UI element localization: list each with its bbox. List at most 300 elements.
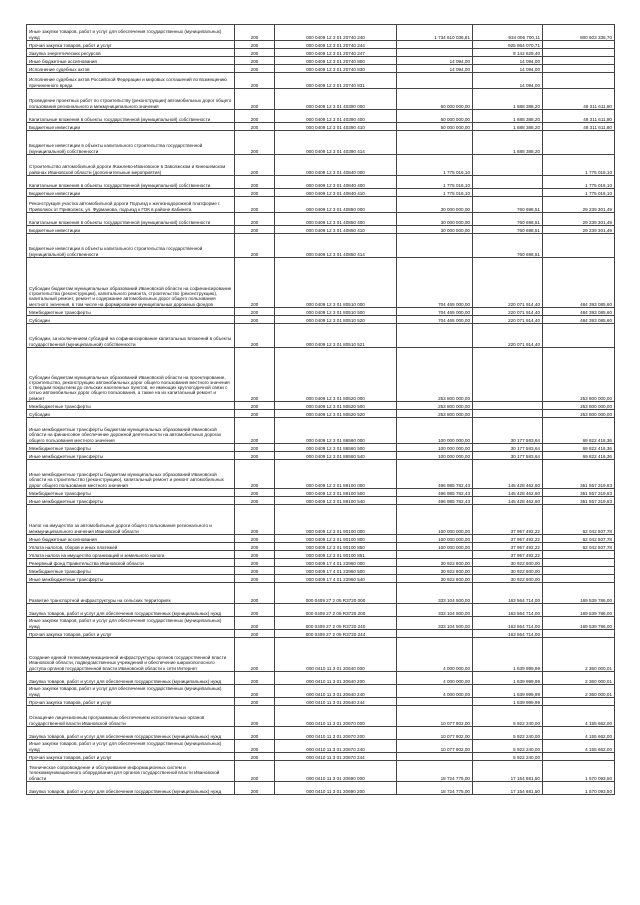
row-executed-amount-cell: 220 071 914,40 bbox=[473, 324, 543, 348]
row-classification-code-cell: 000 0409 12 3 01 40850 400 bbox=[275, 213, 397, 226]
row-classification-code-cell: 000 0410 11 3 01 20670 244 bbox=[275, 753, 397, 761]
row-name-cell: Капитальные вложения в объекты государственной (муниципальной) собственности bbox=[27, 176, 235, 189]
row-classification-code-cell: 000 0409 12 3 01 80510 000 bbox=[275, 258, 397, 308]
row-classification-code-cell: 000 0409 12 3 01 40390 414 bbox=[275, 131, 397, 155]
table-row bbox=[27, 505, 615, 535]
row-code-cell: 200 bbox=[235, 444, 275, 452]
row-code-cell: 200 bbox=[235, 176, 275, 189]
row-classification-code-cell: 000 0409 12 3 01 90100 800 bbox=[275, 535, 397, 543]
table-row bbox=[27, 110, 615, 123]
row-unexecuted-amount-cell: 29 239 301,49 bbox=[543, 213, 615, 226]
row-unexecuted-amount-cell: 484 393 085,60 bbox=[543, 316, 615, 324]
row-executed-amount-cell: 30 177 583,64 bbox=[473, 452, 543, 460]
table-row bbox=[27, 460, 615, 489]
table-row bbox=[27, 402, 615, 410]
row-unexecuted-amount-cell: 48 311 611,80 bbox=[543, 89, 615, 110]
row-code-cell: 200 bbox=[235, 25, 275, 41]
row-executed-amount-cell: 30 177 583,64 bbox=[473, 444, 543, 452]
row-unexecuted-amount-cell bbox=[543, 324, 615, 348]
row-code-cell: 200 bbox=[235, 410, 275, 418]
row-name-cell: Закупка товаров, работ и услуг для обеспечения государственных (муниципальных) нужд bbox=[27, 604, 235, 617]
row-classification-code-cell: 000 0409 12 3 01 86560 540 bbox=[275, 452, 397, 460]
row-unexecuted-amount-cell: 169 539 786,00 bbox=[543, 583, 615, 604]
row-classification-code-cell: 000 0409 12 3 01 20740 831 bbox=[275, 73, 397, 89]
row-approved-amount-cell: 30 922 600,00 bbox=[397, 559, 473, 567]
row-classification-code-cell: 000 0409 12 3 01 86560 000 bbox=[275, 418, 397, 444]
table-row bbox=[27, 452, 615, 460]
row-code-cell: 200 bbox=[235, 197, 275, 213]
row-code-cell: 200 bbox=[235, 316, 275, 324]
row-unexecuted-amount-cell bbox=[543, 65, 615, 73]
row-code-cell: 200 bbox=[235, 604, 275, 617]
row-executed-amount-cell: 5 922 240,00 bbox=[473, 740, 543, 753]
row-unexecuted-amount-cell: 351 557 319,83 bbox=[543, 489, 615, 497]
row-classification-code-cell: 000 0409 12 3 01 90100 000 bbox=[275, 505, 397, 535]
row-unexecuted-amount-cell bbox=[543, 551, 615, 559]
row-code-cell: 200 bbox=[235, 308, 275, 316]
row-executed-amount-cell: 760 698,51 bbox=[473, 234, 543, 258]
row-unexecuted-amount-cell: 1 570 093,50 bbox=[543, 782, 615, 795]
row-name-cell: Межбюджетные трансферты bbox=[27, 444, 235, 452]
row-name-cell: Резервный фонд Правительства Ивановской области bbox=[27, 559, 235, 567]
row-classification-code-cell: 000 0409 12 3 01 40840 000 bbox=[275, 155, 397, 176]
row-executed-amount-cell: 30 177 583,64 bbox=[473, 418, 543, 444]
row-executed-amount-cell: 1 688 388,20 bbox=[473, 131, 543, 155]
row-code-cell: 200 bbox=[235, 155, 275, 176]
table-row bbox=[27, 698, 615, 706]
row-approved-amount-cell bbox=[397, 73, 473, 89]
row-classification-code-cell: 000 0409 12 3 01 80520 000 bbox=[275, 348, 397, 402]
row-executed-amount-cell: 1 639 999,99 bbox=[473, 685, 543, 698]
row-approved-amount-cell: 704 465 000,00 bbox=[397, 308, 473, 316]
row-executed-amount-cell: 1 639 999,99 bbox=[473, 698, 543, 706]
table-row bbox=[27, 57, 615, 65]
row-approved-amount-cell bbox=[397, 551, 473, 559]
row-unexecuted-amount-cell: 800 603 336,70 bbox=[543, 25, 615, 41]
row-classification-code-cell: 000 0410 11 3 01 20690 000 bbox=[275, 761, 397, 782]
table-row bbox=[27, 706, 615, 727]
row-approved-amount-cell: 30 000 000,00 bbox=[397, 197, 473, 213]
row-code-cell: 200 bbox=[235, 49, 275, 57]
table-row bbox=[27, 782, 615, 795]
row-unexecuted-amount-cell: 69 822 416,36 bbox=[543, 452, 615, 460]
row-code-cell: 200 bbox=[235, 761, 275, 782]
row-classification-code-cell: 000 0409 12 3 01 86560 500 bbox=[275, 444, 397, 452]
row-unexecuted-amount-cell: 169 539 786,00 bbox=[543, 617, 615, 630]
row-name-cell: Прочая закупка товаров, работ и услуг bbox=[27, 41, 235, 49]
row-name-cell: Закупка энергетических ресурсов bbox=[27, 49, 235, 57]
row-executed-amount-cell: 30 922 600,00 bbox=[473, 559, 543, 567]
row-executed-amount-cell: 37 957 492,22 bbox=[473, 535, 543, 543]
row-classification-code-cell: 000 0410 11 3 01 20690 200 bbox=[275, 782, 397, 795]
row-name-cell: Капитальные вложения в объекты государственной (муниципальной) собственности bbox=[27, 213, 235, 226]
row-code-cell: 200 bbox=[235, 131, 275, 155]
row-unexecuted-amount-cell: 29 239 301,49 bbox=[543, 226, 615, 234]
row-classification-code-cell: 000 0409 12 3 01 80510 521 bbox=[275, 324, 397, 348]
row-name-cell: Техническое сопровождение и обслуживание информационных систем и телекоммуникационного оборудования для органов государственной власти Ивановской области bbox=[27, 761, 235, 782]
table-row bbox=[27, 348, 615, 402]
row-approved-amount-cell: 253 800 000,00 bbox=[397, 402, 473, 410]
row-approved-amount-cell: 18 724 775,00 bbox=[397, 782, 473, 795]
row-executed-amount-cell: 30 922 600,00 bbox=[473, 567, 543, 575]
budget-table-page bbox=[26, 24, 614, 795]
table-row bbox=[27, 73, 615, 89]
row-code-cell: 200 bbox=[235, 575, 275, 583]
row-name-cell: Субсидии, за исключением субсидий на софинансирование капитальных вложений в объекты государственной (муниципальной) собственности bbox=[27, 324, 235, 348]
row-executed-amount-cell: 145 428 462,60 bbox=[473, 460, 543, 489]
row-code-cell: 200 bbox=[235, 402, 275, 410]
row-unexecuted-amount-cell bbox=[543, 698, 615, 706]
row-approved-amount-cell bbox=[397, 324, 473, 348]
row-unexecuted-amount-cell bbox=[543, 630, 615, 638]
row-code-cell: 200 bbox=[235, 110, 275, 123]
row-unexecuted-amount-cell bbox=[543, 234, 615, 258]
row-code-cell: 200 bbox=[235, 258, 275, 308]
row-name-cell: Бюджетные инвестиции bbox=[27, 189, 235, 197]
row-classification-code-cell: 000 0410 11 3 01 20670 000 bbox=[275, 706, 397, 727]
row-approved-amount-cell: 18 724 775,00 bbox=[397, 761, 473, 782]
row-code-cell: 200 bbox=[235, 567, 275, 575]
row-classification-code-cell: 000 0409 12 3 01 40390 400 bbox=[275, 110, 397, 123]
row-executed-amount-cell: 220 071 914,40 bbox=[473, 308, 543, 316]
row-approved-amount-cell bbox=[397, 131, 473, 155]
row-code-cell: 200 bbox=[235, 753, 275, 761]
table-row bbox=[27, 316, 615, 324]
row-approved-amount-cell: 30 000 000,00 bbox=[397, 213, 473, 226]
row-code-cell: 200 bbox=[235, 65, 275, 73]
row-executed-amount-cell: 925 864 070,71 bbox=[473, 41, 543, 49]
row-approved-amount-cell: 4 000 000,00 bbox=[397, 672, 473, 685]
row-executed-amount-cell: 145 428 462,60 bbox=[473, 489, 543, 497]
row-approved-amount-cell: 100 000 000,00 bbox=[397, 418, 473, 444]
row-approved-amount-cell: 50 000 000,00 bbox=[397, 89, 473, 110]
table-row bbox=[27, 444, 615, 452]
row-approved-amount-cell: 30 000 000,00 bbox=[397, 226, 473, 234]
row-approved-amount-cell: 100 000 000,00 bbox=[397, 444, 473, 452]
table-row bbox=[27, 258, 615, 308]
row-name-cell: Прочая закупка товаров, работ и услуг bbox=[27, 698, 235, 706]
table-row bbox=[27, 176, 615, 189]
row-unexecuted-amount-cell: 4 155 662,00 bbox=[543, 706, 615, 727]
row-name-cell: Бюджетные инвестиции в объекты капитального строительства государственной (муниципальной) собственности bbox=[27, 234, 235, 258]
row-executed-amount-cell: 5 922 240,00 bbox=[473, 753, 543, 761]
row-classification-code-cell: 000 0409 12 3 01 20740 800 bbox=[275, 57, 397, 65]
row-classification-code-cell: 000 0409 12 3 01 80520 520 bbox=[275, 410, 397, 418]
table-row bbox=[27, 497, 615, 505]
table-row bbox=[27, 761, 615, 782]
row-code-cell: 200 bbox=[235, 460, 275, 489]
row-unexecuted-amount-cell: 62 042 507,78 bbox=[543, 543, 615, 551]
row-executed-amount-cell bbox=[473, 348, 543, 402]
row-unexecuted-amount-cell bbox=[543, 41, 615, 49]
table-row bbox=[27, 189, 615, 197]
row-unexecuted-amount-cell: 62 042 507,78 bbox=[543, 535, 615, 543]
row-unexecuted-amount-cell bbox=[543, 567, 615, 575]
row-code-cell: 200 bbox=[235, 213, 275, 226]
row-executed-amount-cell bbox=[473, 176, 543, 189]
row-name-cell: Прочая закупка товаров, работ и услуг bbox=[27, 630, 235, 638]
table-row bbox=[27, 308, 615, 316]
row-code-cell: 200 bbox=[235, 740, 275, 753]
row-name-cell: Межбюджетные трансферты bbox=[27, 308, 235, 316]
row-code-cell: 200 bbox=[235, 189, 275, 197]
row-name-cell: Иные межбюджетные трансферты бюджетам муниципальных образований Ивановской области на финансовое обеспечение дорожной деятельности на автомобильных дорогах общего пользования местного значения bbox=[27, 418, 235, 444]
row-approved-amount-cell: 253 800 000,00 bbox=[397, 348, 473, 402]
row-approved-amount-cell: 30 922 600,00 bbox=[397, 567, 473, 575]
row-unexecuted-amount-cell bbox=[543, 73, 615, 89]
row-executed-amount-cell: 30 922 600,00 bbox=[473, 575, 543, 583]
row-name-cell: Закупка товаров, работ и услуг для обеспечения государственных (муниципальных) нужд bbox=[27, 672, 235, 685]
table-row bbox=[27, 740, 615, 753]
row-approved-amount-cell: 496 985 782,43 bbox=[397, 489, 473, 497]
row-classification-code-cell: 000 0410 11 3 01 20670 200 bbox=[275, 727, 397, 740]
row-unexecuted-amount-cell bbox=[543, 49, 615, 57]
row-code-cell: 200 bbox=[235, 543, 275, 551]
row-executed-amount-cell bbox=[473, 155, 543, 176]
row-code-cell: 200 bbox=[235, 630, 275, 638]
row-classification-code-cell: 000 0409 27 2 05 R3720 200 bbox=[275, 604, 397, 617]
row-unexecuted-amount-cell: 48 311 611,80 bbox=[543, 110, 615, 123]
row-name-cell: Исполнение судебных актов Российской Федерации и мировых соглашений по возмещению причиненного вреда bbox=[27, 73, 235, 89]
row-approved-amount-cell: 704 465 000,00 bbox=[397, 258, 473, 308]
row-code-cell: 200 bbox=[235, 617, 275, 630]
row-executed-amount-cell: 760 698,51 bbox=[473, 226, 543, 234]
table-row bbox=[27, 226, 615, 234]
row-unexecuted-amount-cell bbox=[543, 131, 615, 155]
row-executed-amount-cell: 37 957 492,22 bbox=[473, 551, 543, 559]
row-executed-amount-cell: 37 957 492,22 bbox=[473, 543, 543, 551]
row-approved-amount-cell: 253 800 000,00 bbox=[397, 410, 473, 418]
table-row bbox=[27, 685, 615, 698]
row-approved-amount-cell: 10 077 902,00 bbox=[397, 740, 473, 753]
row-unexecuted-amount-cell: 253 800 000,00 bbox=[543, 402, 615, 410]
table-row bbox=[27, 583, 615, 604]
row-executed-amount-cell: 14 094,00 bbox=[473, 73, 543, 89]
row-name-cell: Межбюджетные трансферты bbox=[27, 402, 235, 410]
row-unexecuted-amount-cell bbox=[543, 559, 615, 567]
table-row bbox=[27, 324, 615, 348]
row-approved-amount-cell bbox=[397, 698, 473, 706]
row-approved-amount-cell: 333 104 500,00 bbox=[397, 617, 473, 630]
row-approved-amount-cell: 333 104 500,00 bbox=[397, 583, 473, 604]
row-unexecuted-amount-cell: 351 557 319,83 bbox=[543, 497, 615, 505]
row-executed-amount-cell: 220 071 914,40 bbox=[473, 258, 543, 308]
row-name-cell: Проведение проектных работ по строительству (реконструкции) автомобильных дорог общего пользования регионального и межмуниципального значения bbox=[27, 89, 235, 110]
row-name-cell: Создание единой телекоммуникационной инфраструктуры органов государственной власти Ивановской области, подведомственных учреждений и обеспечение широкополосного доступа органов государственной власти Ивановской области к сети Интернет bbox=[27, 638, 235, 672]
table-row bbox=[27, 535, 615, 543]
row-unexecuted-amount-cell: 1 775 016,10 bbox=[543, 176, 615, 189]
row-name-cell: Иные межбюджетные трансферты bbox=[27, 497, 235, 505]
row-approved-amount-cell: 100 000 000,00 bbox=[397, 452, 473, 460]
table-row bbox=[27, 604, 615, 617]
row-unexecuted-amount-cell: 69 822 416,36 bbox=[543, 444, 615, 452]
row-code-cell: 200 bbox=[235, 698, 275, 706]
row-unexecuted-amount-cell: 1 775 016,10 bbox=[543, 189, 615, 197]
row-name-cell: Налог на имущество за автомобильные дороги общего пользования регионального и межмуниципального значения Ивановской области bbox=[27, 505, 235, 535]
row-name-cell: Иные межбюджетные трансферты bbox=[27, 575, 235, 583]
table-row bbox=[27, 753, 615, 761]
row-approved-amount-cell bbox=[397, 234, 473, 258]
table-row bbox=[27, 65, 615, 73]
row-classification-code-cell: 000 0409 17 4 01 22960 540 bbox=[275, 575, 397, 583]
table-row bbox=[27, 567, 615, 575]
row-approved-amount-cell: 333 104 500,00 bbox=[397, 604, 473, 617]
row-code-cell: 200 bbox=[235, 73, 275, 89]
row-approved-amount-cell: 1 775 016,10 bbox=[397, 155, 473, 176]
row-classification-code-cell: 000 0409 12 3 01 40390 000 bbox=[275, 89, 397, 110]
row-executed-amount-cell bbox=[473, 189, 543, 197]
table-row bbox=[27, 197, 615, 213]
row-classification-code-cell: 000 0410 11 3 01 20670 240 bbox=[275, 740, 397, 753]
row-executed-amount-cell: 163 564 714,00 bbox=[473, 583, 543, 604]
row-code-cell: 200 bbox=[235, 41, 275, 49]
row-unexecuted-amount-cell: 484 393 085,60 bbox=[543, 258, 615, 308]
row-unexecuted-amount-cell: 4 155 662,00 bbox=[543, 740, 615, 753]
row-executed-amount-cell: 17 154 681,50 bbox=[473, 761, 543, 782]
row-classification-code-cell: 000 0409 12 3 01 90100 851 bbox=[275, 551, 397, 559]
row-classification-code-cell: 000 0409 12 3 01 89100 500 bbox=[275, 489, 397, 497]
row-classification-code-cell: 000 0409 12 3 01 40390 410 bbox=[275, 123, 397, 131]
row-name-cell: Субсидии бюджетам муниципальных образований Ивановской области на софинансирование строительства (реконструкции), капитального ремонта, строительство (реконструкцию), капитальный ремонт, ремонт и содержание автомобильных дорог общего пользования местного значения, в том числе на формирование муниципальных дорожных фондов bbox=[27, 258, 235, 308]
row-approved-amount-cell bbox=[397, 49, 473, 57]
row-approved-amount-cell: 100 000 000,00 bbox=[397, 505, 473, 535]
row-name-cell: Субсидии bbox=[27, 410, 235, 418]
row-approved-amount-cell: 496 985 782,43 bbox=[397, 497, 473, 505]
row-classification-code-cell: 000 0409 17 4 01 22960 500 bbox=[275, 567, 397, 575]
table-row bbox=[27, 489, 615, 497]
table-row bbox=[27, 123, 615, 131]
row-name-cell: Развитие транспортной инфраструктуры на сельских территориях bbox=[27, 583, 235, 604]
row-code-cell: 200 bbox=[235, 234, 275, 258]
row-executed-amount-cell: 5 922 240,00 bbox=[473, 706, 543, 727]
table-row bbox=[27, 213, 615, 226]
table-row bbox=[27, 410, 615, 418]
table-row bbox=[27, 617, 615, 630]
row-executed-amount-cell: 220 071 914,40 bbox=[473, 316, 543, 324]
row-code-cell: 200 bbox=[235, 123, 275, 131]
row-executed-amount-cell: 14 094,00 bbox=[473, 65, 543, 73]
row-classification-code-cell: 000 0409 12 3 01 20740 247 bbox=[275, 49, 397, 57]
row-name-cell: Иные закупки товаров, работ и услуг для обеспечения государственных (муниципальных) нужд bbox=[27, 685, 235, 698]
row-classification-code-cell: 000 0409 12 3 01 80510 500 bbox=[275, 308, 397, 316]
table-row bbox=[27, 25, 615, 41]
row-classification-code-cell: 000 0409 12 3 01 89100 540 bbox=[275, 497, 397, 505]
row-name-cell: Исполнение судебных актов bbox=[27, 65, 235, 73]
row-executed-amount-cell: 760 698,51 bbox=[473, 197, 543, 213]
table-row bbox=[27, 131, 615, 155]
row-executed-amount-cell: 163 564 714,00 bbox=[473, 604, 543, 617]
row-name-cell: Иные межбюджетные трансферты бюджетам муниципальных образований Ивановской области на строительство (реконструкцию), капитальный ремонт и ремонт автомобильных дорог общего пользования местного значения bbox=[27, 460, 235, 489]
row-unexecuted-amount-cell: 4 155 662,00 bbox=[543, 727, 615, 740]
table-row bbox=[27, 41, 615, 49]
row-unexecuted-amount-cell: 48 311 611,80 bbox=[543, 123, 615, 131]
row-unexecuted-amount-cell: 1 570 093,50 bbox=[543, 761, 615, 782]
row-unexecuted-amount-cell: 69 822 416,36 bbox=[543, 418, 615, 444]
row-name-cell: Межбюджетные трансферты bbox=[27, 567, 235, 575]
row-approved-amount-cell: 50 000 000,00 bbox=[397, 123, 473, 131]
row-code-cell: 200 bbox=[235, 452, 275, 460]
row-executed-amount-cell: 14 094,00 bbox=[473, 57, 543, 65]
row-approved-amount-cell: 1 734 610 036,81 bbox=[397, 25, 473, 41]
row-name-cell: Закупка товаров, работ и услуг для обеспечения государственных (муниципальных) нужд bbox=[27, 727, 235, 740]
row-name-cell: Бюджетные инвестиции bbox=[27, 123, 235, 131]
row-classification-code-cell: 000 0409 27 2 05 R3720 240 bbox=[275, 617, 397, 630]
table-row bbox=[27, 638, 615, 672]
row-approved-amount-cell: 10 077 902,00 bbox=[397, 706, 473, 727]
row-code-cell: 200 bbox=[235, 497, 275, 505]
row-code-cell: 200 bbox=[235, 672, 275, 685]
row-classification-code-cell: 000 0409 12 3 01 40850 414 bbox=[275, 234, 397, 258]
table-row bbox=[27, 543, 615, 551]
row-code-cell: 200 bbox=[235, 348, 275, 402]
row-executed-amount-cell: 1 688 388,20 bbox=[473, 123, 543, 131]
row-code-cell: 200 bbox=[235, 706, 275, 727]
row-unexecuted-amount-cell: 1 775 016,10 bbox=[543, 155, 615, 176]
row-executed-amount-cell: 163 564 714,00 bbox=[473, 617, 543, 630]
row-approved-amount-cell: 10 077 902,00 bbox=[397, 727, 473, 740]
row-name-cell: Капитальные вложения в объекты государственной (муниципальной) собственности bbox=[27, 110, 235, 123]
row-name-cell: Иные бюджетные ассигнования bbox=[27, 535, 235, 543]
row-unexecuted-amount-cell bbox=[543, 575, 615, 583]
row-approved-amount-cell: 1 775 016,10 bbox=[397, 176, 473, 189]
row-name-cell: Иные межбюджетные трансферты bbox=[27, 452, 235, 460]
row-name-cell: Иные закупки товаров, работ и услуг для обеспечения государственных (муниципальных) нужд bbox=[27, 25, 235, 41]
row-unexecuted-amount-cell: 253 800 000,00 bbox=[543, 410, 615, 418]
row-code-cell: 200 bbox=[235, 89, 275, 110]
table-row bbox=[27, 49, 615, 57]
row-executed-amount-cell: 145 428 462,60 bbox=[473, 497, 543, 505]
row-unexecuted-amount-cell: 2 360 000,01 bbox=[543, 638, 615, 672]
row-approved-amount-cell: 4 000 000,00 bbox=[397, 685, 473, 698]
row-executed-amount-cell: 1 688 388,20 bbox=[473, 89, 543, 110]
row-classification-code-cell: 000 0410 11 3 01 20640 240 bbox=[275, 685, 397, 698]
row-classification-code-cell: 000 0410 11 3 01 20640 000 bbox=[275, 638, 397, 672]
row-approved-amount-cell: 14 094,00 bbox=[397, 57, 473, 65]
table-row bbox=[27, 89, 615, 110]
table-row bbox=[27, 418, 615, 444]
row-executed-amount-cell: 1 639 999,99 bbox=[473, 672, 543, 685]
row-name-cell: Бюджетные инвестиции в объекты капитального строительства государственной (муниципальной) собственности bbox=[27, 131, 235, 155]
table-row bbox=[27, 234, 615, 258]
row-name-cell: Межбюджетные трансферты bbox=[27, 489, 235, 497]
row-code-cell: 200 bbox=[235, 489, 275, 497]
table-row bbox=[27, 559, 615, 567]
row-unexecuted-amount-cell: 2 360 000,01 bbox=[543, 672, 615, 685]
table-body bbox=[27, 25, 615, 795]
row-approved-amount-cell: 100 000 000,00 bbox=[397, 543, 473, 551]
row-name-cell: Реконструкция участка автомобильной дороги Подъезд к железнодорожной платформе г. Приволжск от Приволжск, ул. Фурманова, подъезд к ГОК в районе Кабинета bbox=[27, 197, 235, 213]
row-classification-code-cell: 000 0409 27 2 05 R3720 244 bbox=[275, 630, 397, 638]
row-classification-code-cell: 000 0409 12 3 01 40850 000 bbox=[275, 197, 397, 213]
row-unexecuted-amount-cell: 351 557 319,83 bbox=[543, 460, 615, 489]
row-approved-amount-cell: 1 775 016,10 bbox=[397, 189, 473, 197]
row-executed-amount-cell: 5 922 240,00 bbox=[473, 727, 543, 740]
row-unexecuted-amount-cell: 29 239 301,49 bbox=[543, 197, 615, 213]
row-approved-amount-cell bbox=[397, 41, 473, 49]
row-code-cell: 200 bbox=[235, 505, 275, 535]
row-approved-amount-cell: 496 985 782,43 bbox=[397, 460, 473, 489]
row-code-cell: 200 bbox=[235, 583, 275, 604]
row-name-cell: Строительство автомобильной дороги Жажлево-Ивановское в Заволжском и Кинешемском районах Ивановской области (дополнительные мероприятия) bbox=[27, 155, 235, 176]
row-executed-amount-cell: 163 564 714,00 bbox=[473, 630, 543, 638]
row-name-cell: Прочая закупка товаров, работ и услуг bbox=[27, 753, 235, 761]
row-approved-amount-cell: 100 000 000,00 bbox=[397, 535, 473, 543]
row-unexecuted-amount-cell: 62 042 507,78 bbox=[543, 505, 615, 535]
row-unexecuted-amount-cell: 169 539 786,00 bbox=[543, 604, 615, 617]
row-unexecuted-amount-cell bbox=[543, 57, 615, 65]
row-code-cell: 200 bbox=[235, 559, 275, 567]
row-executed-amount-cell: 760 698,51 bbox=[473, 213, 543, 226]
